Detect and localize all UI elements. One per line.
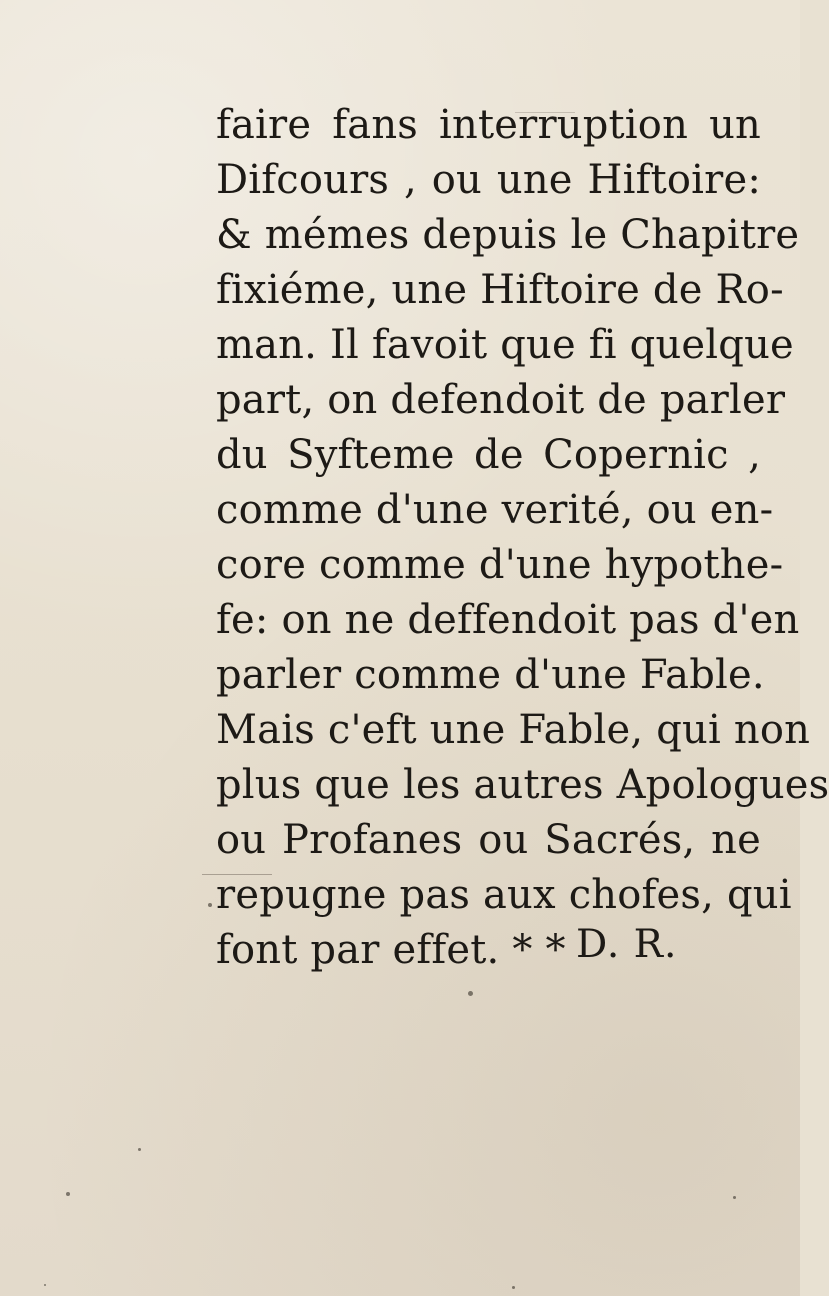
text-line-3: & mémes depuis le Chapitre	[216, 212, 800, 258]
paper-speck	[512, 1286, 515, 1289]
text-line-10: fe: on ne deffendoit pas d'en	[216, 597, 800, 643]
text-line-1: faire fans interruption un	[216, 102, 761, 148]
text-line-4: fixiéme, une Hiftoire de Ro-	[216, 267, 784, 313]
paper-speck	[138, 1148, 141, 1151]
text-line-11: parler comme d'une Fable.	[216, 652, 765, 698]
text-line-9: core comme d'une hypothe-	[216, 542, 784, 588]
paper-speck	[733, 1196, 736, 1199]
paper-speck	[66, 1192, 70, 1196]
text-line-16: font par effet. * *	[216, 927, 566, 973]
paper-speck	[44, 1284, 46, 1286]
text-line-15: repugne pas aux chofes, qui	[216, 872, 792, 918]
text-line-14: ou Profanes ou Sacrés, ne	[216, 817, 761, 863]
text-line-12: Mais c'eft une Fable, qui non	[216, 707, 811, 753]
signature-initials: D. R.	[576, 922, 678, 967]
body-text	[216, 98, 829, 978]
text-line-7: du Syfteme de Copernic ,	[216, 432, 761, 478]
text-line-2: Difcours , ou une Hiftoire:	[216, 157, 761, 203]
text-line-6: part, on defendoit de parler	[216, 377, 786, 423]
paper-speck	[468, 991, 473, 996]
text-line-13: plus que les autres Apologues	[216, 762, 829, 808]
text-line-8: comme d'une verité, ou en-	[216, 487, 774, 533]
text-line-5: man. Il favoit que fi quelque	[216, 322, 794, 368]
paper-speck	[208, 903, 212, 907]
